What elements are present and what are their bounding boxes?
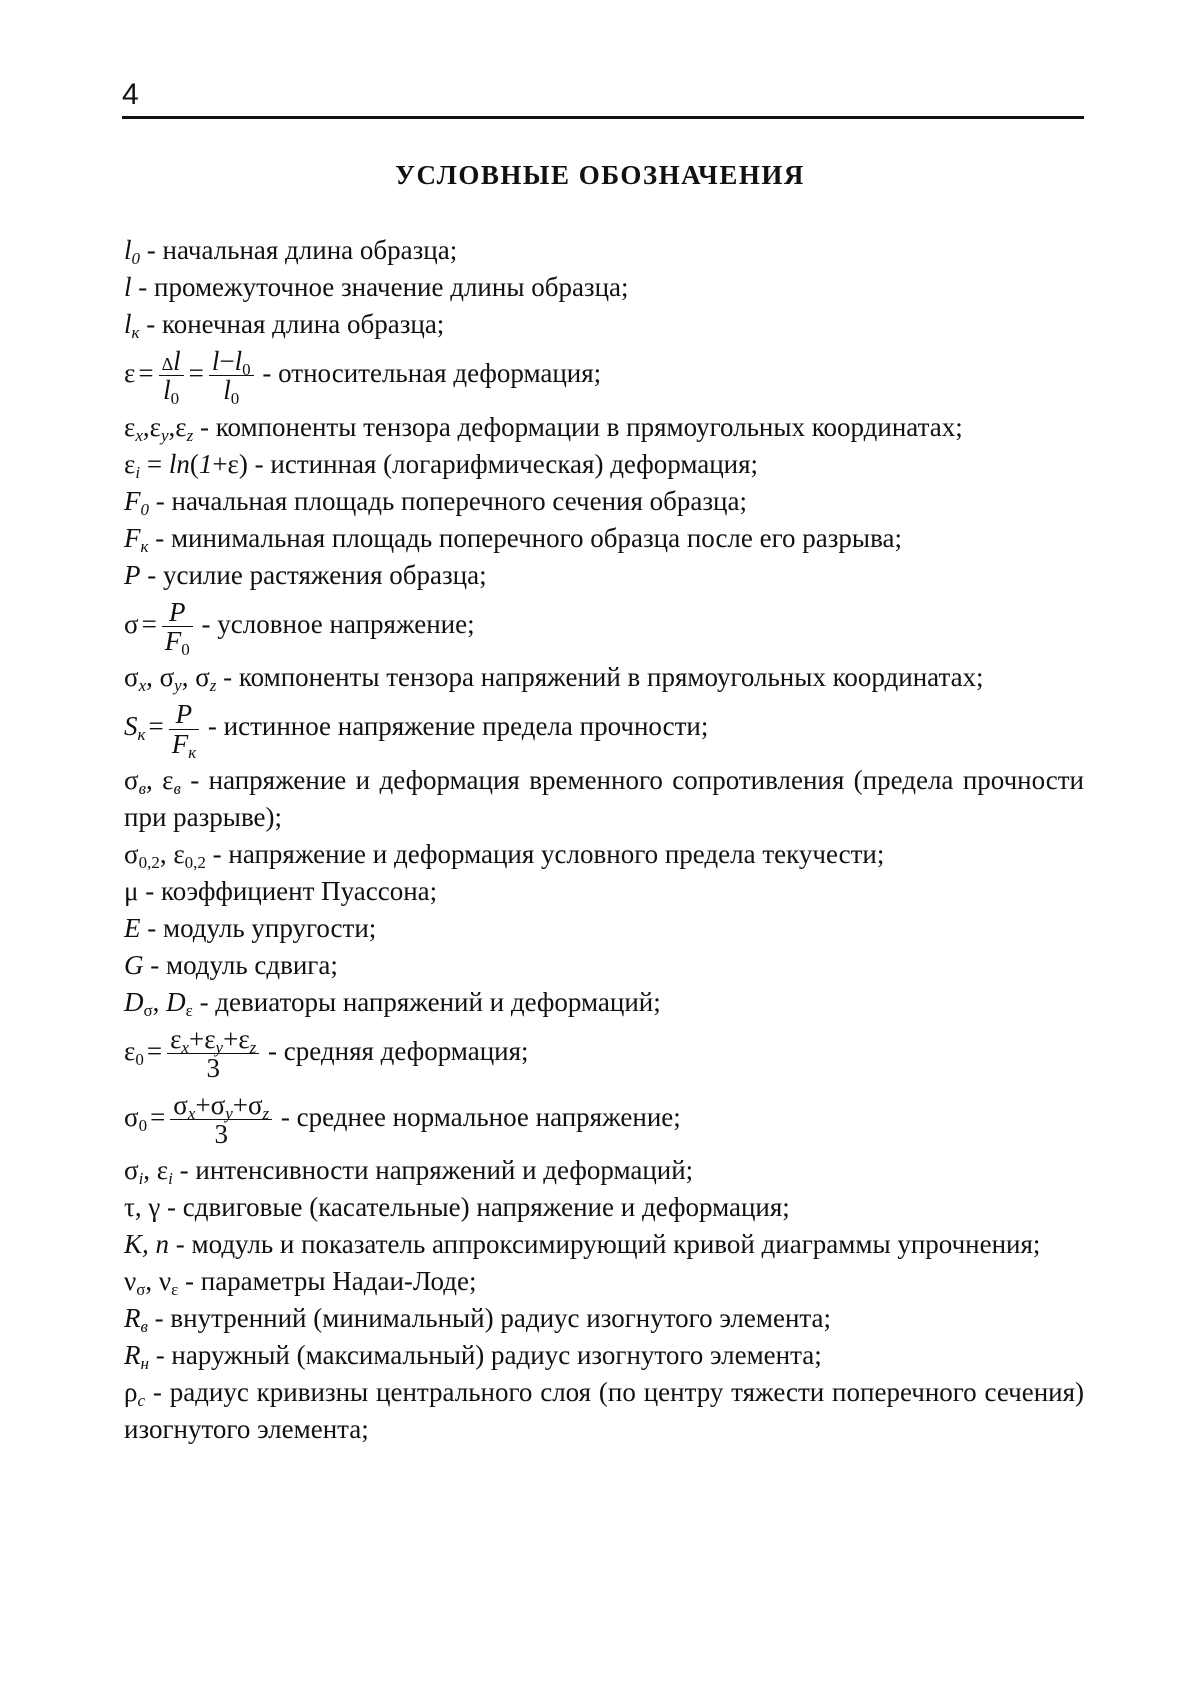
entry-description: - истинная (логарифмическая) деформация; bbox=[254, 448, 759, 479]
symbol: μ bbox=[124, 876, 139, 907]
notation-entry bbox=[124, 1087, 1084, 1153]
symbol: $\sigma_в$, $\varepsilon_в$ bbox=[124, 765, 181, 799]
entry-description: - средняя деформация; bbox=[268, 1036, 529, 1067]
notation-entry bbox=[124, 1021, 1084, 1087]
entry-description: - модуль сдвига; bbox=[150, 950, 338, 981]
notation-entry bbox=[124, 762, 1084, 836]
symbol: G bbox=[124, 950, 144, 981]
entry-description: - начальная длина образца; bbox=[146, 235, 458, 265]
notation-entry bbox=[124, 483, 1084, 520]
notation-entry bbox=[124, 696, 1084, 762]
symbol: $F_к$ bbox=[124, 522, 149, 556]
entry-description: - усилие растяжения образца; bbox=[147, 559, 487, 590]
notation-entry bbox=[124, 1189, 1084, 1226]
entry-description: - модуль и показатель аппроксимирующий кривой диаграммы упрочнения; bbox=[175, 1229, 1041, 1260]
notation-entry bbox=[124, 409, 1084, 446]
entry-description: - интенсивности напряжений и деформаций; bbox=[179, 1155, 694, 1186]
entry-description: - напряжение и деформация временного сопротивления (предела прочности при разрыве); bbox=[124, 765, 1084, 833]
entry-description: - относительная деформация; bbox=[262, 358, 602, 389]
notation-entry bbox=[124, 269, 1084, 306]
entry-description: - начальная площадь поперечного сечения образца; bbox=[155, 485, 747, 516]
entry-description: - напряжение и деформация условного предела текучести; bbox=[212, 839, 885, 870]
entry-description: - среднее нормальное напряжение; bbox=[280, 1101, 681, 1132]
formula: $\varepsilon_i = \ln(1+\varepsilon)$ bbox=[124, 448, 248, 482]
notation-entry bbox=[124, 343, 1084, 409]
entry-description: - коэффициент Пуассона; bbox=[145, 876, 438, 907]
symbol: $D_\sigma$, $D_\varepsilon$ bbox=[124, 987, 193, 1021]
entry-description: - компоненты тензора напряжений в прямоугольных координатах; bbox=[223, 662, 984, 693]
symbol: $\nu_\sigma$, $\nu_\varepsilon$ bbox=[124, 1266, 179, 1300]
symbol: $\rho_c$ bbox=[124, 1377, 146, 1411]
entry-description: - параметры Надаи-Лоде; bbox=[185, 1266, 477, 1297]
entry-description: - промежуточное значение длины образца; bbox=[138, 272, 629, 302]
entry-description: - истинное напряжение предела прочности; bbox=[207, 711, 709, 742]
entry-description: - конечная длина образца; bbox=[146, 309, 445, 339]
symbol: $l_к$ bbox=[124, 309, 140, 342]
symbol: $R_н$ bbox=[124, 1340, 149, 1374]
entry-description: - условное напряжение; bbox=[201, 608, 475, 639]
notation-entry bbox=[124, 306, 1084, 343]
symbol: P bbox=[124, 559, 141, 590]
notation-entry bbox=[124, 1226, 1084, 1263]
entry-description: - компоненты тензора деформации в прямоугольных координатах; bbox=[200, 411, 963, 442]
notation-entry bbox=[124, 232, 1084, 269]
notation-entry bbox=[124, 1263, 1084, 1300]
page-number: 4 bbox=[122, 78, 139, 111]
notation-entry bbox=[124, 1152, 1084, 1189]
formula: ε = $\frac{\Delta l}{l_0}$ = $\frac{l-l_0}{l_0}$ bbox=[124, 358, 256, 388]
entry-description: - радиус кривизны центрального слоя (по центру тяжести поперечного сечения) изогнутого элемента; bbox=[124, 1377, 1085, 1445]
notation-entry bbox=[124, 947, 1084, 984]
notation-list bbox=[124, 232, 1084, 1448]
symbol: $F_0$ bbox=[124, 485, 149, 519]
notation-entry bbox=[124, 1300, 1084, 1337]
notation-entry bbox=[124, 984, 1084, 1021]
notation-entry bbox=[124, 1374, 1084, 1448]
notation-entry bbox=[124, 594, 1084, 660]
formula: $\sigma_0$ = $\frac{\sigma_x+\sigma_y+\sigma_z}{3}$ bbox=[124, 1102, 274, 1132]
formula: $\varepsilon_0$ = $\frac{\varepsilon_x+\varepsilon_y+\varepsilon_z}{3}$ bbox=[124, 1036, 261, 1066]
notation-entry bbox=[124, 659, 1084, 696]
notation-entry bbox=[124, 520, 1084, 557]
symbol: $R_в$ bbox=[124, 1303, 148, 1337]
symbol: τ, γ bbox=[124, 1192, 161, 1223]
formula: σ = $\frac{P}{F_0}$ bbox=[124, 609, 195, 639]
symbol: E bbox=[124, 913, 141, 944]
entry-description: - внутренний (минимальный) радиус изогнутого элемента; bbox=[154, 1303, 832, 1334]
page-title: УСЛОВНЫЕ ОБОЗНАЧЕНИЯ bbox=[395, 160, 805, 190]
notation-entry bbox=[124, 446, 1084, 483]
entry-description: - модуль упругости; bbox=[147, 913, 377, 944]
formula: $S_к$ = $\frac{P}{F_к}$ bbox=[124, 711, 201, 741]
notation-entry bbox=[124, 910, 1084, 947]
symbol: $\varepsilon_x,\varepsilon_y,\varepsilon_z$ bbox=[124, 411, 194, 445]
entry-description: - наружный (максимальный) радиус изогнутого элемента; bbox=[155, 1340, 822, 1371]
notation-entry bbox=[124, 873, 1084, 910]
symbol: $\sigma_{0,2}$, $\varepsilon_{0,2}$ bbox=[124, 839, 206, 873]
entry-description: - сдвиговые (касательные) напряжение и деформация; bbox=[167, 1192, 790, 1223]
symbol: $\sigma_i$, $\varepsilon_i$ bbox=[124, 1155, 173, 1189]
header-rule bbox=[122, 116, 1084, 119]
symbol: l bbox=[124, 272, 132, 302]
symbol: $l_0$ bbox=[124, 235, 141, 268]
entry-description: - минимальная площадь поперечного образца после его разрыва; bbox=[155, 522, 902, 553]
symbol: K, n bbox=[124, 1229, 170, 1260]
entry-description: - девиаторы напряжений и деформаций; bbox=[199, 987, 661, 1018]
notation-entry bbox=[124, 1337, 1084, 1374]
notation-entry bbox=[124, 836, 1084, 873]
notation-entry bbox=[124, 557, 1084, 594]
symbol: $\sigma_x$, $\sigma_y$, $\sigma_z$ bbox=[124, 662, 217, 696]
